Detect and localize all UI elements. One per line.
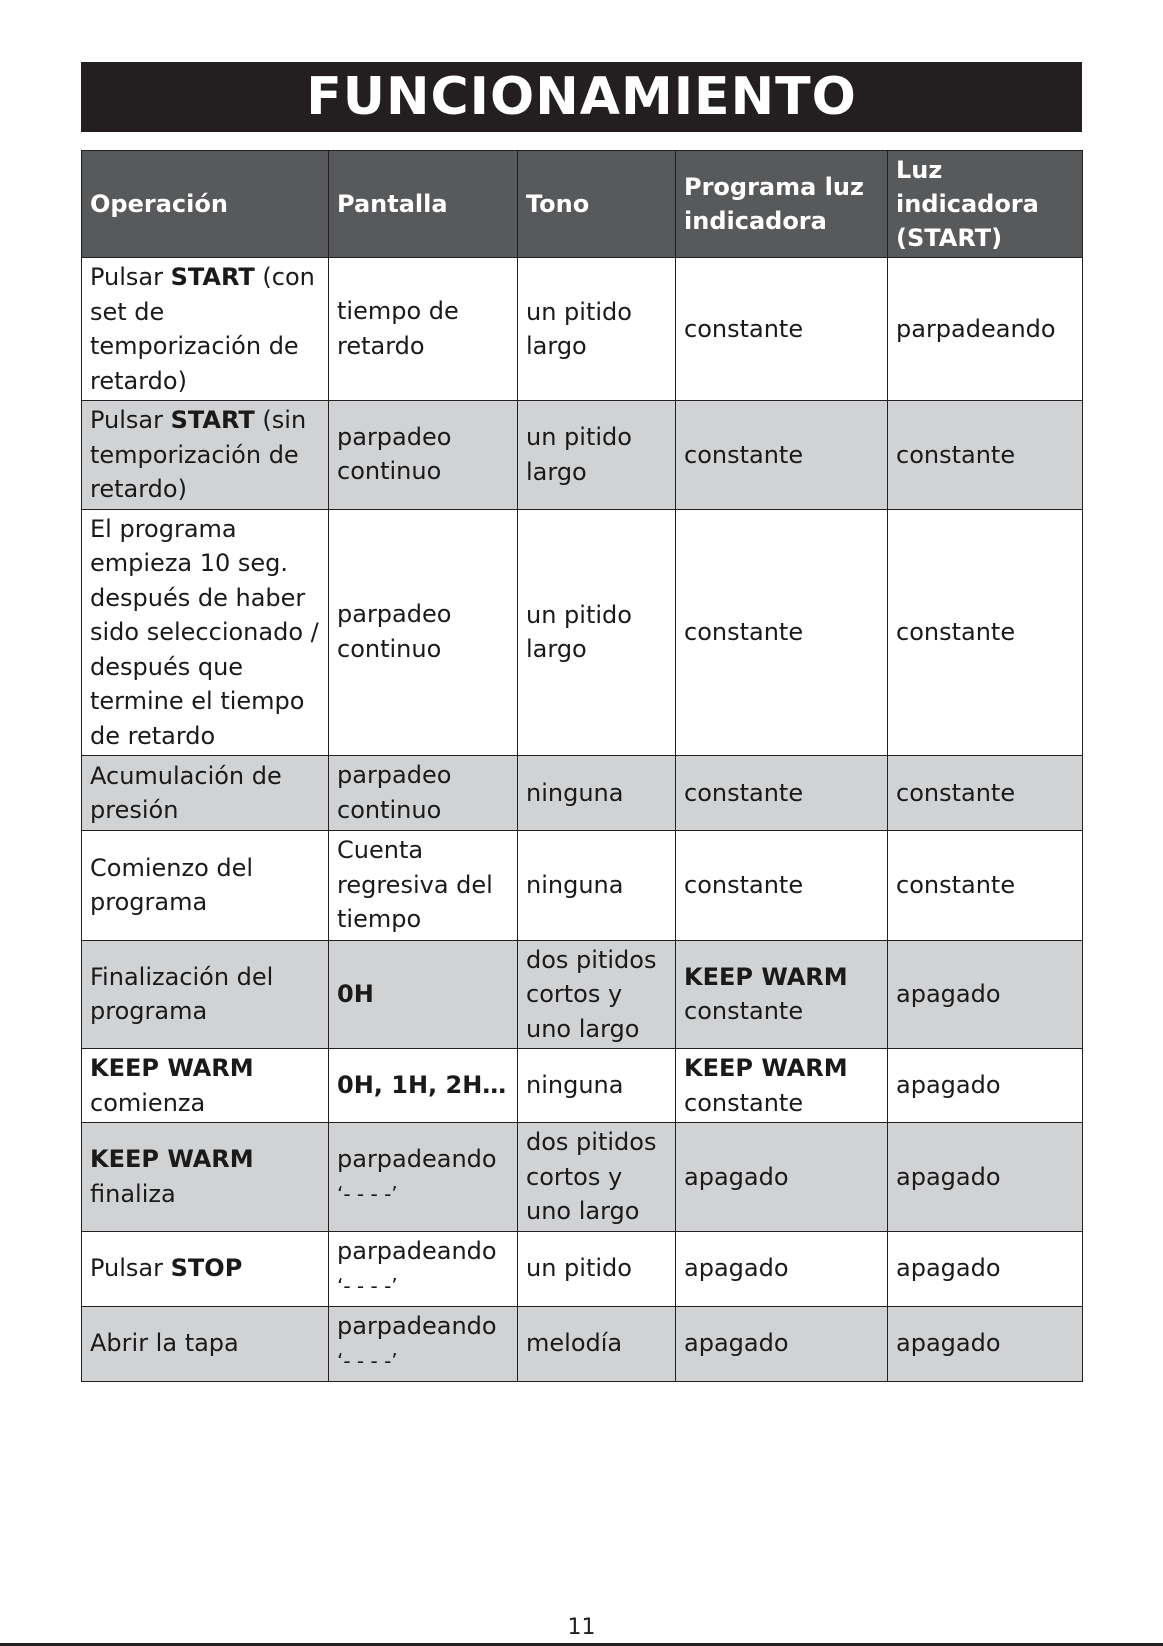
cell-operacion [82,401,329,510]
operation-table [81,150,1083,1382]
cell-programa-luz [676,1049,888,1123]
cell-tono: ninguna [518,1049,676,1123]
cell-programa-luz [676,509,888,756]
cell-tono: dos pitidos cortos y uno largo [518,1123,676,1232]
operacion-bold-text: START [170,263,255,291]
cell-luz-indicadora: apagado [888,1049,1083,1123]
cell-tono: un pitido largo [518,401,676,510]
programa-text: apagado [684,1254,789,1283]
cell-tono: un pitido [518,1231,676,1306]
programa-text: constante [684,440,804,469]
table-row [82,258,1083,401]
cell-pantalla [329,940,518,1049]
cell-pantalla [329,509,518,756]
cell-tono: melodía [518,1306,676,1381]
header-tono: Tono [518,151,676,258]
operacion-pre-text: Pulsar [90,263,171,291]
pantalla-bold-text: 0H [337,979,374,1008]
programa-text: constante [684,1088,804,1117]
operacion-bold-text: STOP [170,1254,243,1283]
cell-luz-indicadora: apagado [888,940,1083,1049]
cell-programa-luz [676,1231,888,1306]
cell-pantalla [329,1306,518,1381]
operacion-pre-text: El programa empieza 10 seg. después de haber sido seleccionado / después que termine el tiempo de retardo [90,514,319,750]
header-pantalla: Pantalla [329,151,518,258]
operacion-bold-text: KEEP WARM [90,1145,254,1174]
operacion-bold-text: KEEP WARM [90,1054,254,1082]
page-title: FUNCIONAMIENTO [306,67,857,127]
cell-luz-indicadora: parpadeando [888,258,1083,401]
cell-pantalla [329,1049,518,1123]
pantalla-text: tiempo de retardo [337,297,459,360]
cell-operacion [82,509,329,756]
programa-text: constante [684,618,804,646]
operacion-pre-text: Pulsar [90,1254,171,1283]
cell-tono: un pitido largo [518,509,676,756]
table-row [82,401,1083,510]
table-row [82,1306,1083,1381]
cell-operacion [82,1049,329,1123]
programa-text: constante [684,778,804,807]
table-header-row [82,151,1083,258]
operacion-pre-text: Comienzo del programa [90,853,254,917]
cell-operacion [82,1306,329,1381]
cell-luz-indicadora: apagado [888,1306,1083,1381]
pantalla-text: parpadeando [337,1236,497,1265]
cell-programa-luz [676,1123,888,1232]
cell-operacion [82,831,329,941]
cell-programa-luz [676,756,888,831]
header-programa-luz: Programa luz indicadora [676,151,888,258]
programa-text: constante [684,997,804,1026]
pantalla-dashes-text: ‘- - - -’ [337,1182,398,1207]
operation-table-container [81,150,1082,1382]
cell-luz-indicadora: constante [888,509,1083,756]
programa-bold-text: KEEP WARM [684,1054,848,1082]
programa-text: apagado [684,1162,789,1191]
operacion-post-text: finaliza [90,1179,176,1208]
operacion-post-text: (con set de temporización de retardo) [90,263,315,395]
pantalla-text: Cuenta regresiva del tiempo [337,836,493,933]
programa-text: constante [684,314,804,343]
table-row [82,940,1083,1049]
pantalla-bold-text: 0H, 1H, 2H… [337,1070,507,1099]
programa-text: apagado [684,1329,789,1358]
cell-pantalla [329,1123,518,1232]
cell-luz-indicadora: constante [888,756,1083,831]
pantalla-text: parpadeando [337,1311,497,1340]
cell-operacion [82,258,329,401]
table-row [82,509,1083,756]
cell-pantalla [329,831,518,941]
operacion-post-text: comienza [90,1088,206,1117]
cell-pantalla [329,401,518,510]
table-row [82,1231,1083,1306]
programa-bold-text: KEEP WARM [684,962,848,991]
cell-programa-luz [676,831,888,941]
cell-tono: ninguna [518,831,676,941]
cell-pantalla [329,258,518,401]
cell-luz-indicadora: constante [888,831,1083,941]
cell-pantalla [329,1231,518,1306]
header-operacion: Operación [82,151,329,258]
cell-pantalla [329,756,518,831]
cell-luz-indicadora: apagado [888,1231,1083,1306]
cell-tono: ninguna [518,756,676,831]
pantalla-dashes-text: ‘- - - -’ [337,1349,398,1373]
cell-operacion [82,756,329,831]
operacion-pre-text: Abrir la tapa [90,1329,239,1358]
cell-programa-luz [676,401,888,510]
table-row [82,1123,1083,1232]
table-row [82,1049,1083,1123]
cell-tono: un pitido largo [518,258,676,401]
cell-luz-indicadora: constante [888,401,1083,510]
programa-text: constante [684,871,804,899]
pantalla-text: parpadeo continuo [337,761,452,824]
title-bar [81,62,1082,132]
cell-operacion [82,940,329,1049]
cell-programa-luz [676,258,888,401]
pantalla-text: parpadeando [337,1144,497,1173]
header-luz-indicadora: Luz indicadora (START) [888,151,1083,258]
operacion-post-text: (sin temporización de retardo) [90,406,307,503]
operacion-pre-text: Acumulación de presión [90,761,282,824]
table-row [82,831,1083,941]
operacion-pre-text: Pulsar [90,406,171,434]
pantalla-text: parpadeo continuo [337,600,452,663]
operacion-bold-text: START [170,406,255,434]
cell-luz-indicadora: apagado [888,1123,1083,1232]
cell-operacion [82,1231,329,1306]
cell-programa-luz [676,940,888,1049]
table-row [82,756,1083,831]
page-number: 11 [567,1615,596,1640]
cell-operacion [82,1123,329,1232]
cell-programa-luz [676,1306,888,1381]
operacion-pre-text: Finalización del programa [90,962,274,1026]
pantalla-text: parpadeo continuo [337,422,452,486]
pantalla-dashes-text: ‘- - - -’ [337,1274,398,1298]
cell-tono: dos pitidos cortos y uno largo [518,940,676,1049]
